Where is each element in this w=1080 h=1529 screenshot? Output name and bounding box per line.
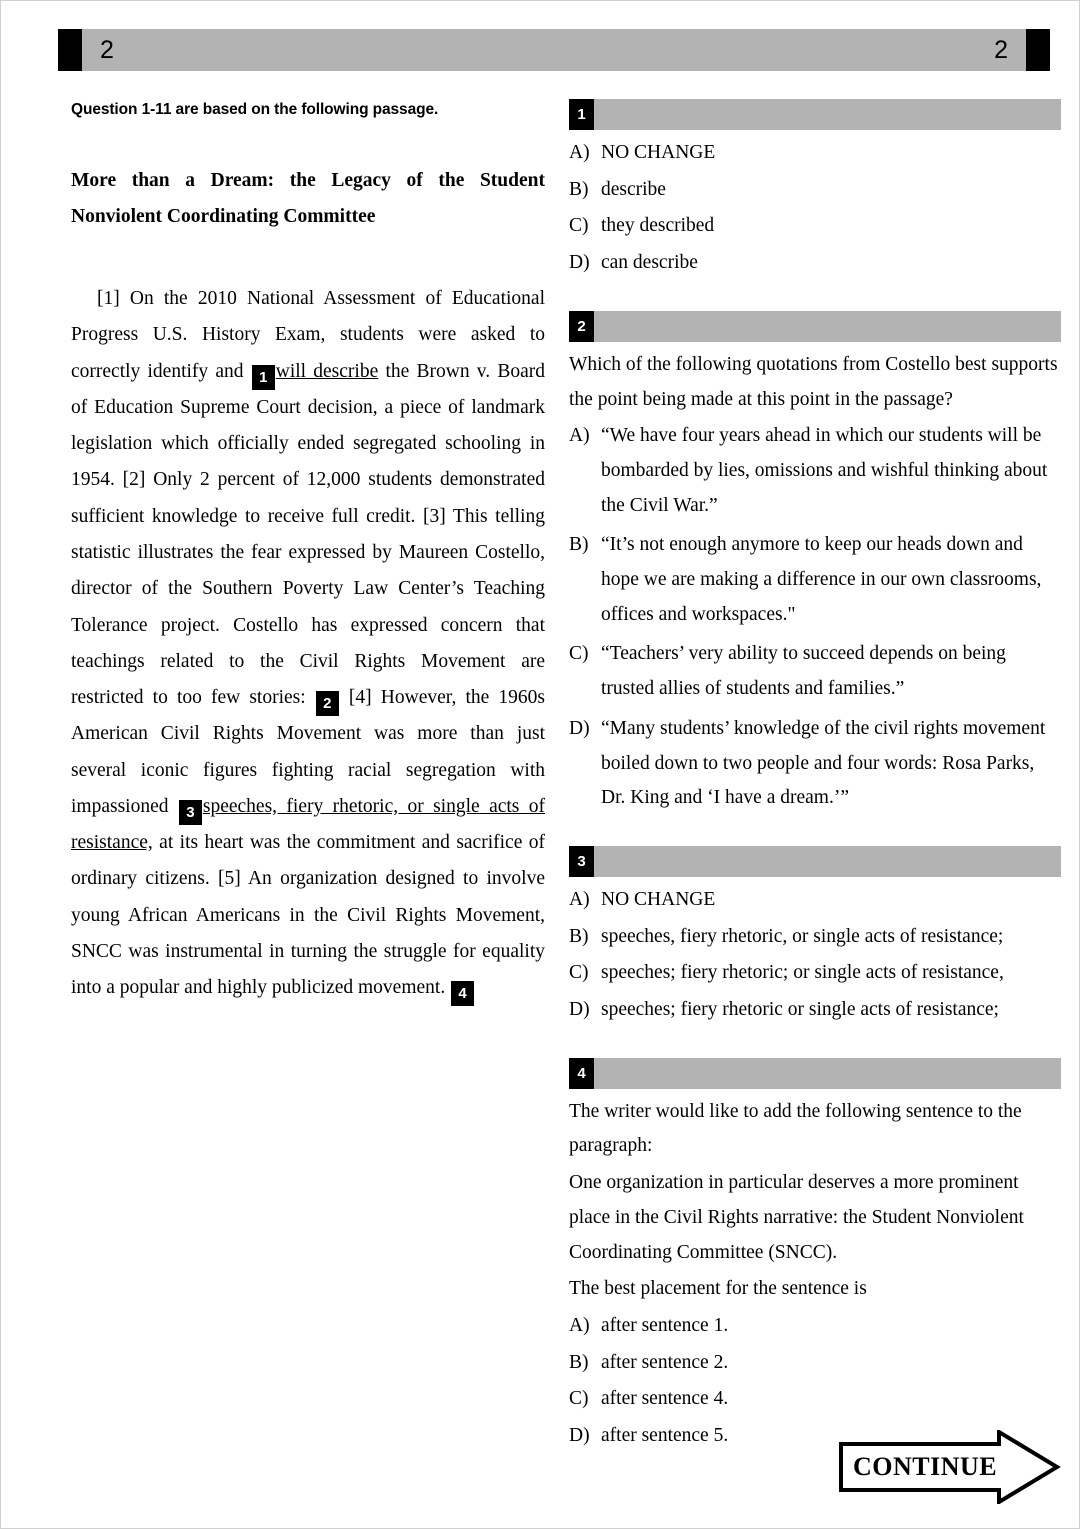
passage-marker-3[interactable]: 3 bbox=[179, 800, 202, 825]
question-instructions: Question 1-11 are based on the following passage. bbox=[71, 101, 439, 118]
choice-text: after sentence 5. bbox=[601, 1425, 729, 1447]
passage-segment-3: [4] However, the 1960s American Civil Rights Movement was more than just several iconic figures fighting racial segregation with impassioned bbox=[71, 687, 545, 817]
choice-3d[interactable] bbox=[569, 993, 1061, 1028]
choice-text: “It’s not enough anymore to keep our heads down and hope we are making a difference in our own classrooms, offices and workspaces." bbox=[601, 534, 1042, 625]
choice-letter: D) bbox=[569, 1425, 590, 1447]
choice-4c[interactable] bbox=[569, 1382, 1061, 1417]
choice-3b[interactable] bbox=[569, 920, 1061, 955]
question-header-1 bbox=[569, 99, 1061, 130]
passage-segment-2: the Brown v. Board of Education Supreme Court decision, a piece of landmark legislation which officially ended segregated schooling in 1954. [2] Only 2 percent of 12,000 students demonstrated sufficient knowledge to receive full credit. [3] This telling statistic illustrates the fear expressed by Maureen Costello, director of the Southern Poverty Law Center’s Teaching Tolerance project. Costello has expressed concern that teachings related to the Civil Rights Movement are restricted to too few stories: bbox=[71, 360, 546, 709]
choice-text: after sentence 2. bbox=[601, 1351, 729, 1373]
choice-2c[interactable] bbox=[569, 637, 1061, 706]
question-stem-4: The writer would like to add the following sentence to the paragraph: bbox=[569, 1100, 1022, 1157]
choice-list-2 bbox=[569, 419, 1061, 816]
questions-column bbox=[569, 99, 1061, 1484]
question-stem-4b: The best placement for the sentence is bbox=[569, 1278, 867, 1300]
choice-1b[interactable] bbox=[569, 173, 1061, 208]
choice-letter: C) bbox=[569, 215, 589, 237]
question-block-1 bbox=[569, 99, 1061, 281]
header-marker-left bbox=[58, 29, 82, 71]
choice-2a[interactable] bbox=[569, 419, 1061, 523]
choice-letter: B) bbox=[569, 925, 589, 947]
choice-letter: A) bbox=[569, 142, 590, 163]
choice-3a[interactable] bbox=[569, 883, 1061, 918]
choice-letter: D) bbox=[569, 717, 590, 739]
choice-1c[interactable] bbox=[569, 209, 1061, 244]
choice-text: describe bbox=[601, 178, 666, 200]
choice-text: speeches; fiery rhetoric; or single acts of resistance, bbox=[601, 962, 1004, 984]
passage-title: More than a Dream: the Legacy of the Student Nonviolent Coordinating Committee bbox=[71, 170, 545, 228]
passage-marker-4[interactable]: 4 bbox=[451, 981, 474, 1006]
choice-letter: C) bbox=[569, 1388, 589, 1410]
choice-list-3 bbox=[569, 883, 1061, 1028]
choice-2d[interactable] bbox=[569, 712, 1061, 816]
choice-text: NO CHANGE bbox=[601, 142, 716, 163]
choice-text: can describe bbox=[601, 252, 698, 274]
question-block-2 bbox=[569, 311, 1061, 816]
question-block-3 bbox=[569, 846, 1061, 1028]
choice-text: after sentence 1. bbox=[601, 1314, 729, 1336]
continue-label: CONTINUE bbox=[853, 1452, 998, 1481]
underlined-text-1: will describe bbox=[275, 360, 379, 382]
choice-letter: B) bbox=[569, 178, 589, 200]
choice-letter: D) bbox=[569, 999, 590, 1021]
page-number-right: 2 bbox=[994, 35, 1008, 64]
choice-text: after sentence 4. bbox=[601, 1388, 729, 1410]
choice-letter: A) bbox=[569, 1314, 590, 1336]
question-stem-2: Which of the following quotations from Costello best supports the point being made at this point in the passage? bbox=[569, 353, 1058, 410]
question-number-4: 4 bbox=[569, 1058, 594, 1089]
passage-segment-1: [1] On the 2010 National Assessment of Educational Progress U.S. History Exam, students were asked to correctly identify and bbox=[71, 288, 545, 382]
continue-arrow bbox=[839, 1430, 1061, 1504]
question-number-3: 3 bbox=[569, 846, 594, 877]
page-number-left: 2 bbox=[100, 35, 114, 64]
choice-text: “We have four years ahead in which our students will be bombarded by lies, omissions and wishful thinking about the Civil War.” bbox=[601, 425, 1048, 516]
question-number-1: 1 bbox=[569, 99, 594, 130]
choice-letter: A) bbox=[569, 888, 590, 910]
choice-letter: C) bbox=[569, 962, 589, 984]
question-block-4 bbox=[569, 1058, 1061, 1454]
choice-letter: B) bbox=[569, 1351, 589, 1373]
choice-letter: C) bbox=[569, 643, 589, 665]
question-header-4 bbox=[569, 1058, 1061, 1089]
choice-text: speeches, fiery rhetoric, or single acts of resistance; bbox=[601, 925, 1004, 947]
question-number-2: 2 bbox=[569, 311, 594, 342]
choice-2b[interactable] bbox=[569, 528, 1061, 632]
choice-3c[interactable] bbox=[569, 956, 1061, 991]
passage-body bbox=[71, 281, 545, 1006]
passage-marker-2[interactable]: 2 bbox=[316, 691, 339, 716]
choice-text: NO CHANGE bbox=[601, 888, 716, 910]
choice-list-1 bbox=[569, 136, 1061, 281]
choice-text: “Many students’ knowledge of the civil rights movement boiled down to two people and four words: Rosa Parks, Dr. King and ‘I have a dream.’” bbox=[601, 717, 1046, 809]
choice-letter: A) bbox=[569, 425, 590, 447]
choice-letter: B) bbox=[569, 534, 589, 556]
header-marker-right bbox=[1026, 29, 1050, 71]
choice-1a[interactable] bbox=[569, 136, 1061, 171]
choice-text: “Teachers’ very ability to succeed depends on being trusted allies of students and families.” bbox=[601, 643, 1006, 700]
question-header-2 bbox=[569, 311, 1061, 342]
choice-text: speeches; fiery rhetoric or single acts of resistance; bbox=[601, 999, 999, 1021]
question-header-3 bbox=[569, 846, 1061, 877]
passage-segment-4: at its heart was the commitment and sacrifice of ordinary citizens. [5] An organization designed to involve young African Americans in the Civil Rights Movement, SNCC was instrumental in turning the struggle for equality into a popular and highly publicized movement. bbox=[71, 832, 545, 999]
choice-text: they described bbox=[601, 215, 715, 237]
choice-1d[interactable] bbox=[569, 246, 1061, 281]
inserted-sentence-4: One organization in particular deserves a more prominent place in the Civil Rights narrative: the Student Nonviolent Coordinating Committee (SNCC). bbox=[569, 1172, 1024, 1263]
passage-marker-1[interactable]: 1 bbox=[252, 365, 275, 390]
choice-4a[interactable] bbox=[569, 1309, 1061, 1344]
choice-letter: D) bbox=[569, 252, 590, 274]
page-header bbox=[58, 29, 1050, 71]
choice-4b[interactable] bbox=[569, 1346, 1061, 1381]
underlined-text-2: speeches, fiery rhetoric, or single acts of resistance, bbox=[71, 795, 545, 854]
passage-column bbox=[71, 101, 545, 1006]
